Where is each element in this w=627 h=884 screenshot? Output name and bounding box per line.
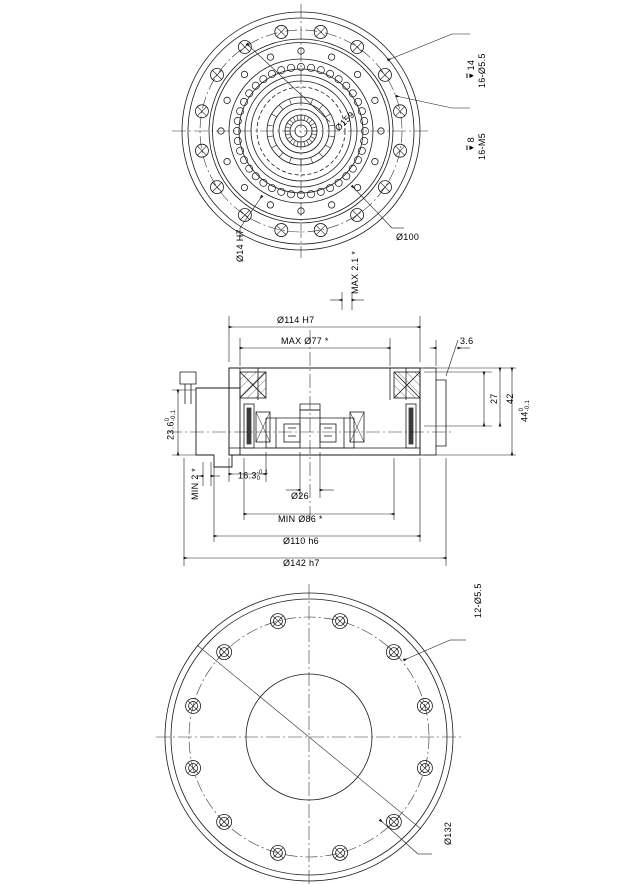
label-dia-110-h6: Ø110 h6	[283, 536, 319, 546]
label-min-dia-86: MIN Ø86 *	[278, 514, 323, 524]
label-dia-100: Ø100	[396, 232, 420, 242]
top-view-geometry	[172, 4, 430, 258]
label-dia-14-h7: Ø14 H7	[235, 229, 245, 262]
label-dia-114-h7: Ø114 H7	[277, 315, 315, 325]
label-16-3-value: 16.3	[238, 470, 257, 481]
top-view-dimensions	[240, 34, 470, 238]
label-23-6-value: 23.6	[165, 421, 176, 440]
label-42: 42	[505, 393, 515, 404]
label-max-2-1: MAX 2.1 *	[350, 250, 360, 294]
label-dia-26: Ø26	[291, 491, 309, 501]
label-16-3	[238, 470, 268, 482]
label-depth-14: ▾̅ 14	[466, 59, 476, 78]
label-dia-142-h7: Ø142 h7	[283, 558, 320, 568]
bottom-view-geometry	[156, 584, 462, 884]
label-max-dia-77: MAX Ø77 *	[281, 336, 329, 346]
label-min-2: MIN 2 *	[190, 467, 200, 500]
label-44	[519, 400, 531, 422]
label-16-m5: 16-M5	[477, 132, 487, 160]
label-44-tolerance: 0 -0.1	[519, 399, 531, 412]
label-16-3-tolerance: -0.1 0	[256, 470, 269, 482]
label-12-dia5-5: 12-Ø5.5	[473, 583, 483, 618]
label-pcd-159: Ø159	[333, 109, 357, 134]
label-16-dia5-5: 16-Ø5.5	[477, 53, 487, 88]
bottom-view-dimensions	[380, 640, 466, 854]
label-23-6-tolerance: 0 -0.1	[165, 409, 177, 422]
label-44-value: 44	[519, 411, 530, 422]
label-3-6: 3.6	[460, 336, 474, 346]
label-depth-8: ▾̅ 8	[466, 137, 476, 150]
label-dia-132: Ø132	[443, 821, 453, 845]
label-27: 27	[489, 393, 499, 404]
label-23-6	[165, 410, 177, 440]
section-view-geometry	[168, 330, 452, 520]
